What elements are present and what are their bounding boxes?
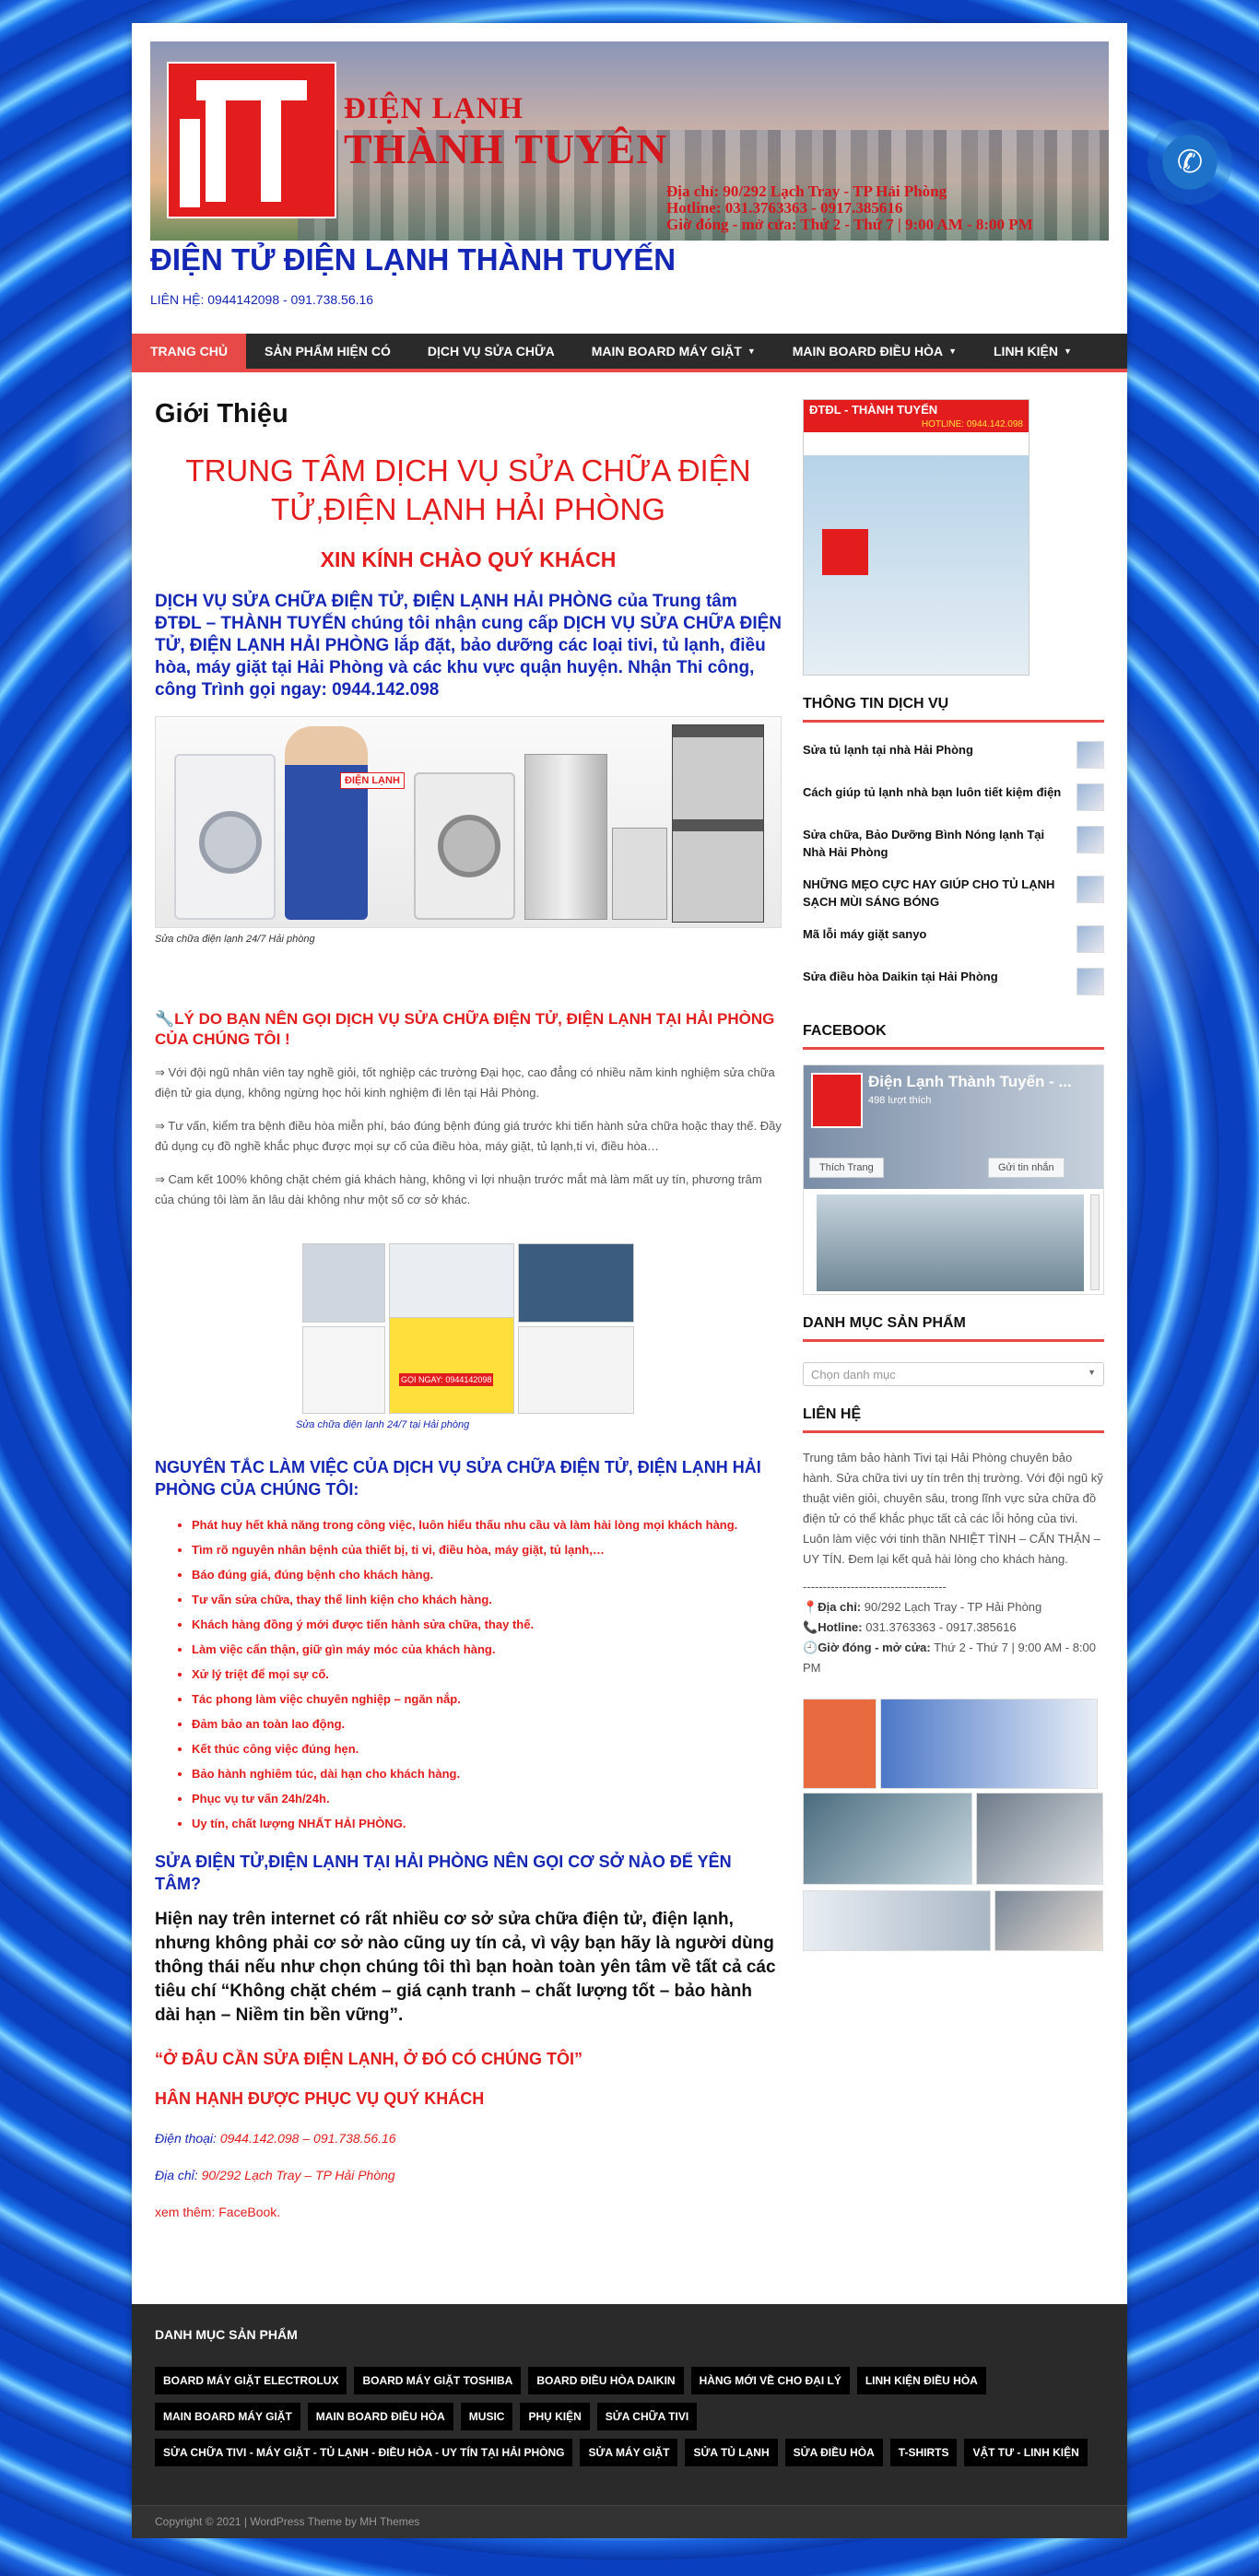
banner-address: Địa chỉ: 90/292 Lạch Tray - TP Hải Phòng Hotline: 031.3763363 - 0917.385616 Giờ đóng - mở cửa: Thứ 2 - Thứ 7 | 9:00 AM - 8:00 PM: [666, 182, 1033, 233]
rules-title: NGUYÊN TẮC LÀM VIỆC CỦA DỊCH VỤ SỬA CHỮA ĐIỆN TỬ, ĐIỆN LẠNH HẢI PHÒNG CỦA CHÚNG TÔI:: [155, 1458, 761, 1499]
chevron-down-icon: ▼: [1064, 347, 1072, 356]
tag-link[interactable]: SỬA MÁY GIẶT: [580, 2439, 677, 2466]
footer: [132, 2304, 1127, 2505]
fb-message-button[interactable]: Gửi tin nhắn: [988, 1158, 1065, 1178]
list-item: • Làm việc cẩn thận, giữ gìn máy móc của khách hàng.: [192, 1641, 782, 1658]
fb-like-count: 498 lượt thích: [868, 1095, 932, 1106]
contact-info: ------------------------------------ 📍Địa chỉ: 90/292 Lạch Tray - TP Hải Phòng 📞Hotline: 031.3763363 - 0917.385616 🕘Giờ đóng - mở cửa: Thứ 2 - Thứ 7 | 9:00 AM - 8:00 PM: [803, 1580, 1096, 1675]
tag-link[interactable]: MAIN BOARD MÁY GIẶT: [155, 2403, 300, 2430]
tag-link[interactable]: LINH KIỆN ĐIỀU HÒA: [857, 2367, 986, 2394]
phone-value[interactable]: 0944.142.098 – 091.738.56.16: [219, 2131, 396, 2146]
list-item: • Tác phong làm việc chuyên nghiệp – ngăn nắp.: [192, 1691, 782, 1708]
tag-link[interactable]: SỬA CHỮA TIVI: [597, 2403, 697, 2430]
ad-hotline: HOTLINE: 0944.142.098: [804, 419, 1029, 432]
address-value: 90/292 Lạch Tray – TP Hải Phòng: [201, 2168, 395, 2182]
phone-line: Điện thoại: 0944.142.098 – 091.738.56.16: [155, 2131, 396, 2146]
why-paragraph-1: ⇒ Với đội ngũ nhân viên tay nghề giỏi, tốt nghiệp các trường Đại học, cao đẳng có nhiều năm kinh nghiệm sửa chữa điện tử gia dụng, không ngừng học hỏi kinh nghiệm đi lên tại Hải Phòng.: [155, 1065, 775, 1100]
tag-link[interactable]: MUSIC: [461, 2403, 513, 2430]
ad-logo: [822, 529, 868, 575]
thumbnail: [1077, 876, 1104, 903]
footer-tags: [155, 2367, 1104, 2466]
header-banner[interactable]: [150, 41, 1109, 241]
widget-title-categories: DANH MỤC SẢN PHẨM: [803, 1315, 1104, 1342]
where-title: SỬA ĐIỆN TỬ,ĐIỆN LẠNH TẠI HẢI PHÒNG NÊN GỌI CƠ SỞ NÀO ĐỂ YÊN TÂM?: [155, 1853, 732, 1893]
hero-caption: Sửa chữa điện lạnh 24/7 Hải phòng: [155, 934, 315, 945]
nav-item-home[interactable]: TRANG CHỦ: [132, 334, 246, 369]
list-item: • Tư vấn sửa chữa, thay thế linh kiện cho khách hàng.: [192, 1592, 782, 1608]
main-content: [155, 399, 782, 2219]
page-title: Giới Thiệu: [155, 399, 288, 429]
list-item: • Khách hàng đồng ý mới được tiến hành sửa chữa, thay thế.: [192, 1617, 782, 1633]
honor-text: HÂN HẠNH ĐƯỢC PHỤC VỤ QUÝ KHÁCH: [155, 2089, 485, 2108]
slogan: “Ở ĐÂU CẦN SỬA ĐIỆN LẠNH, Ở ĐÓ CÓ CHÚNG TÔI”: [155, 2050, 582, 2068]
list-item: • Báo đúng giá, đúng bệnh cho khách hàng.: [192, 1567, 782, 1583]
thumbnail: [1077, 925, 1104, 953]
sidebar-ad-banner[interactable]: [803, 399, 1030, 676]
map-pin-icon: 📍: [803, 1600, 818, 1614]
footer-title: DANH MỤC SẢN PHẨM: [155, 2327, 298, 2342]
category-select[interactable]: Chọn danh mục ▼: [803, 1362, 1104, 1386]
nav-item-parts[interactable]: LINH KIỆN ▼: [975, 334, 1090, 369]
intro-lead: DỊCH VỤ SỬA CHỮA ĐIỆN TỬ, ĐIỆN LẠNH HẢI PHÒNG của Trung tâm ĐTĐL – THÀNH TUYẾN chúng tôi nhận cung cấp DỊCH VỤ SỬA CHỮA ĐIỆN TỬ, ĐIỆN LẠNH HẢI PHÒNG lắp đặt, bảo dưỡng các loại tivi, tủ lạnh, điều hòa, máy giặt tại Hải Phòng và các khu vực quận huyện. Nhận Thi công, công Trình gọi ngay: 0944.142.098: [155, 592, 782, 700]
hero-image: [155, 716, 782, 928]
service-list: [803, 734, 1104, 1003]
collage-call-label: GỌI NGAY: 0944142098: [401, 1375, 492, 1384]
fb-like-button[interactable]: Thích Trang: [809, 1158, 884, 1178]
list-item[interactable]: Sửa chữa, Bảo Dưỡng Bình Nóng lạnh Tại Nhà Hải Phòng: [803, 818, 1104, 868]
tag-link[interactable]: BOARD MÁY GIẶT ELECTROLUX: [155, 2367, 347, 2394]
welcome-heading: XIN KÍNH CHÀO QUÝ KHÁCH: [320, 547, 617, 571]
banner-brand-line2: THÀNH TUYÊN: [344, 125, 668, 172]
tag-link[interactable]: VẬT TƯ - LINH KIỆN: [964, 2439, 1087, 2466]
tag-link[interactable]: PHỤ KIỆN: [520, 2403, 589, 2430]
address-line: Địa chỉ: 90/292 Lạch Tray – TP Hải Phòng: [155, 2168, 395, 2182]
tag-link[interactable]: BOARD MÁY GIẶT TOSHIBA: [354, 2367, 521, 2394]
fb-page-name[interactable]: Điện Lạnh Thành Tuyến - ...: [868, 1073, 1072, 1090]
facebook-embed: [803, 1065, 1104, 1295]
call-now-button[interactable]: [1147, 120, 1232, 205]
sidebar: [803, 399, 1104, 1938]
clock-icon: 🕘: [803, 1641, 818, 1654]
widget-title-facebook: FACEBOOK: [803, 1023, 1104, 1050]
why-paragraph-3: ⇒ Cam kết 100% không chặt chém giá khách hàng, không vì lợi nhuận trước mắt mà làm mất uy tín, phương trâm của chúng tôi làm ăn lâu dài không như một số cơ sở khác.: [155, 1172, 762, 1206]
site-description: LIÊN HỆ: 0944142098 - 091.738.56.16: [150, 292, 374, 307]
list-item: • Đảm bảo an toàn lao động.: [192, 1716, 782, 1733]
chevron-down-icon: ▼: [1088, 1368, 1096, 1377]
collage-caption: Sửa chữa điện lạnh 24/7 tại Hải phòng: [296, 1419, 470, 1430]
list-item: • Uy tín, chất lượng NHẤT HẢI PHÒNG.: [192, 1816, 782, 1832]
page-container: [132, 23, 1127, 2528]
image-gallery: [803, 1699, 1104, 1938]
list-item: • Bảo hành nghiêm túc, dài hạn cho khách hàng.: [192, 1766, 782, 1782]
list-item: • Phục vụ tư vấn 24h/24h.: [192, 1791, 782, 1807]
tag-link[interactable]: T-SHIRTS: [890, 2439, 958, 2466]
tag-link[interactable]: BOARD ĐIỀU HÒA DAIKIN: [528, 2367, 683, 2394]
list-item[interactable]: NHỮNG MẸO CỰC HAY GIÚP CHO TỦ LẠNH SẠCH MÙI SÁNG BÓNG: [803, 868, 1104, 918]
tag-link[interactable]: SỬA CHỮA TIVI - MÁY GIẶT - TỦ LẠNH - ĐIỀU HÒA - UY TÍN TẠI HẢI PHÒNG: [155, 2439, 572, 2466]
chevron-down-icon: ▼: [948, 347, 957, 356]
hero-brand-tag: ĐIỆN LẠNH: [340, 772, 405, 789]
service-collage: [302, 1243, 634, 1414]
copyright-bar: [132, 2505, 1127, 2538]
list-item: • Tìm rõ nguyên nhân bệnh của thiết bị, ti vi, điều hòa, máy giặt, tủ lạnh,…: [192, 1542, 782, 1559]
fb-scrollbar[interactable]: [1090, 1194, 1100, 1290]
phone-icon: ✆: [1176, 145, 1204, 180]
gallery-image[interactable]: [994, 1890, 1103, 1951]
tag-link[interactable]: SỬA TỦ LẠNH: [685, 2439, 777, 2466]
nav-item-products[interactable]: SẢN PHẨM HIỆN CÓ: [265, 344, 391, 359]
rules-list: [155, 1517, 782, 1832]
list-item: • Xử lý triệt để mọi sự cố.: [192, 1666, 782, 1683]
ad-title: ĐTĐL - THÀNH TUYẾN: [804, 400, 1029, 419]
contact-text: Trung tâm bảo hành Tivi tại Hải Phòng chuyên bảo hành. Sửa chữa tivi uy tín trên thị trường. Với đội ngũ kỹ thuật viên giỏi, chuyên sâu, trong lĩnh vực sửa chữa đồ điện tử có thể khắc phục tất cả các lỗi hỏng của tivi. Luôn làm việc với tinh thần NHIỆT TÌNH – CẨN THẬN – UY TÍN. Đem lại kết quả hài lòng cho khách hàng.: [803, 1451, 1103, 1566]
nav-item-repair-service[interactable]: DỊCH VỤ SỬA CHỮA: [427, 344, 555, 359]
banner-brand-line1: ĐIỆN LẠNH: [344, 92, 524, 125]
tag-link[interactable]: SỬA ĐIỀU HÒA: [785, 2439, 883, 2466]
gallery-image[interactable]: [803, 1699, 877, 1789]
list-item[interactable]: Cách giúp tủ lạnh nhà bạn luôn tiết kiệm điện: [803, 776, 1104, 818]
gallery-image[interactable]: [880, 1699, 1098, 1789]
list-item[interactable]: Sửa điều hòa Daikin tại Hải Phòng: [803, 960, 1104, 1003]
list-item[interactable]: Sửa tủ lạnh tại nhà Hải Phòng: [803, 734, 1104, 776]
copyright-text: Copyright © 2021 | WordPress Theme by MH Themes: [155, 2515, 420, 2528]
why-paragraph-2: ⇒ Tư vấn, kiểm tra bệnh điều hòa miễn phí, báo đúng bệnh đúng giá trước khi tiến hành sửa chữa hoặc thay thế. Đầy đủ dụng cụ đồ nghề khắc phục được mọi sự cố của điều hòa, máy giặt, tủ lạnh,ti vi, điều hòa…: [155, 1119, 782, 1153]
see-more-line: xem thêm: FaceBook.: [155, 2205, 281, 2219]
list-item: • Kết thúc công việc đúng hẹn.: [192, 1741, 782, 1758]
gallery-image[interactable]: [803, 1890, 991, 1951]
facebook-link[interactable]: FaceBook: [218, 2205, 277, 2219]
where-body: Hiện nay trên internet có rất nhiều cơ sở sửa chữa điện tử, điện lạnh, nhưng không phải cơ sở nào cũng uy tín cả, vì vậy bạn hãy là người dùng thông thái nếu như chọn chúng tôi thì bạn hoàn toàn yên tâm về tất cả các tiêu chí “Không chặt chém – giá cạnh tranh – chất lượng tốt – bảo hành dài hạn – Niềm tin bền vững”.: [155, 1910, 776, 2025]
thumbnail: [1077, 826, 1104, 853]
gallery-image[interactable]: [803, 1793, 972, 1885]
list-item[interactable]: Mã lỗi máy giặt sanyo: [803, 918, 1104, 960]
nav-item-washer-board[interactable]: MAIN BOARD MÁY GIẶT ▼: [573, 334, 774, 369]
phone-icon: 📞: [803, 1620, 818, 1634]
thumbnail: [1077, 741, 1104, 769]
why-title: 🔧LÝ DO BẠN NÊN GỌI DỊCH VỤ SỬA CHỮA ĐIỆN TỬ, ĐIỆN LẠNH TẠI HẢI PHÒNG CỦA CHÚNG TÔI !: [155, 1010, 775, 1048]
list-item: • Phát huy hết khả năng trong công việc, luôn hiểu thấu nhu cầu và làm hài lòng mọi khách hàng.: [192, 1517, 782, 1534]
widget-title-contact: LIÊN HỆ: [803, 1406, 1104, 1433]
nav-item-ac-board[interactable]: MAIN BOARD ĐIỀU HÒA ▼: [774, 334, 975, 369]
thumbnail: [1077, 968, 1104, 995]
site-title[interactable]: ĐIỆN TỬ ĐIỆN LẠNH THÀNH TUYẾN: [150, 242, 677, 276]
thumbnail: [1077, 783, 1104, 811]
intro-heading: TRUNG TÂM DỊCH VỤ SỬA CHỮA ĐIỆN TỬ,ĐIỆN LẠNH HẢI PHÒNG: [185, 453, 751, 526]
brand-logo: [167, 62, 336, 218]
tag-link[interactable]: HÀNG MỚI VỀ CHO ĐẠI LÝ: [691, 2367, 850, 2394]
main-nav: [132, 334, 1127, 372]
tag-link[interactable]: MAIN BOARD ĐIỀU HÒA: [308, 2403, 453, 2430]
gallery-image[interactable]: [976, 1793, 1103, 1885]
fb-post-image[interactable]: [817, 1194, 1084, 1291]
widget-title-services: THÔNG TIN DỊCH VỤ: [803, 696, 1104, 723]
chevron-down-icon: ▼: [747, 347, 756, 356]
fb-page-avatar: [811, 1073, 863, 1128]
